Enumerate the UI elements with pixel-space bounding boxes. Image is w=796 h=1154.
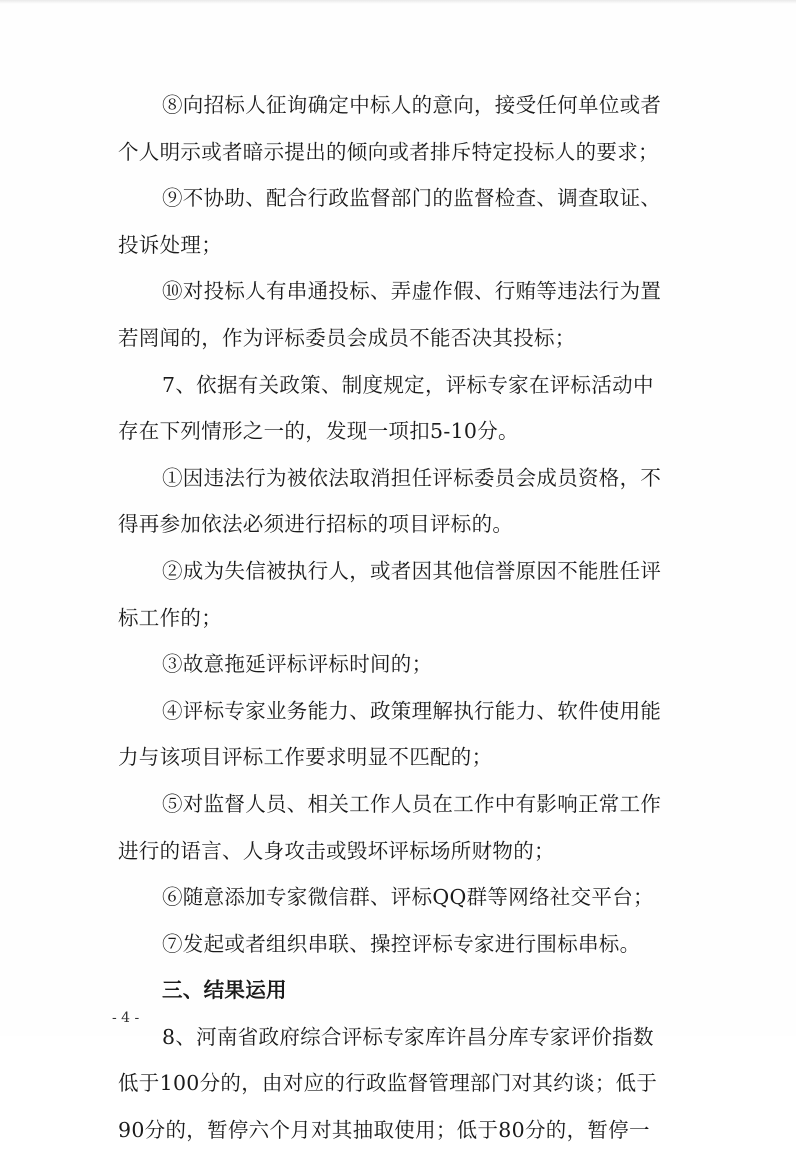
paragraph-line: ⑥随意添加专家微信群、评标QQ群等网络社交平台；	[162, 885, 654, 910]
paragraph-line: 进行的语言、人身攻击或毁坏评标场所财物的；	[118, 838, 555, 863]
paragraph-line: 若罔闻的，作为评标委员会成员不能否决其投标；	[118, 325, 576, 350]
page-top-edge	[0, 0, 796, 4]
paragraph-line: 投诉处理；	[118, 232, 222, 257]
page-number: - 4 -	[112, 1010, 140, 1026]
paragraph-line: ⑤对监督人员、相关工作人员在工作中有影响正常工作	[162, 791, 662, 816]
paragraph-line: ③故意拖延评标评标时间的；	[162, 652, 433, 677]
paragraph-line: 低于100分的，由对应的行政监督管理部门对其约谈；低于	[118, 1071, 658, 1096]
paragraph-line: ⑨不协助、配合行政监督部门的监督检查、调查取证、	[162, 186, 662, 211]
paragraph-line: 8、河南省政府综合评标专家库许昌分库专家评价指数	[162, 1024, 654, 1049]
paragraph-line: ⑩对投标人有串通投标、弄虚作假、行贿等违法行为置	[162, 279, 662, 304]
paragraph-line: ①因违法行为被依法取消担任评标委员会成员资格，不	[162, 465, 662, 490]
paragraph-line: 存在下列情形之一的，发现一项扣5-10分。	[118, 419, 519, 444]
paragraph-line: ④评标专家业务能力、政策理解执行能力、软件使用能	[162, 698, 662, 723]
section-heading: 三、结果运用	[162, 978, 287, 1003]
paragraph-line: 90分的，暂停六个月对其抽取使用；低于80分的，暂停一	[118, 1118, 650, 1143]
paragraph-line: ⑦发起或者组织串联、操控评标专家进行围标串标。	[162, 931, 641, 956]
paragraph-line: ②成为失信被执行人，或者因其他信誉原因不能胜任评	[162, 558, 662, 583]
body-text	[118, 82, 666, 1154]
paragraph-line: 得再参加依法必须进行招标的项目评标的。	[118, 512, 514, 537]
paragraph-line: 7、依据有关政策、制度规定，评标专家在评标活动中	[162, 372, 654, 397]
paragraph-line: 个人明示或者暗示提出的倾向或者排斥特定投标人的要求；	[118, 139, 659, 164]
paragraph-line: ⑧向招标人征询确定中标人的意向，接受任何单位或者	[162, 93, 662, 117]
paragraph-line: 力与该项目评标工作要求明显不匹配的；	[118, 745, 493, 770]
paragraph-line: 标工作的；	[118, 605, 222, 630]
